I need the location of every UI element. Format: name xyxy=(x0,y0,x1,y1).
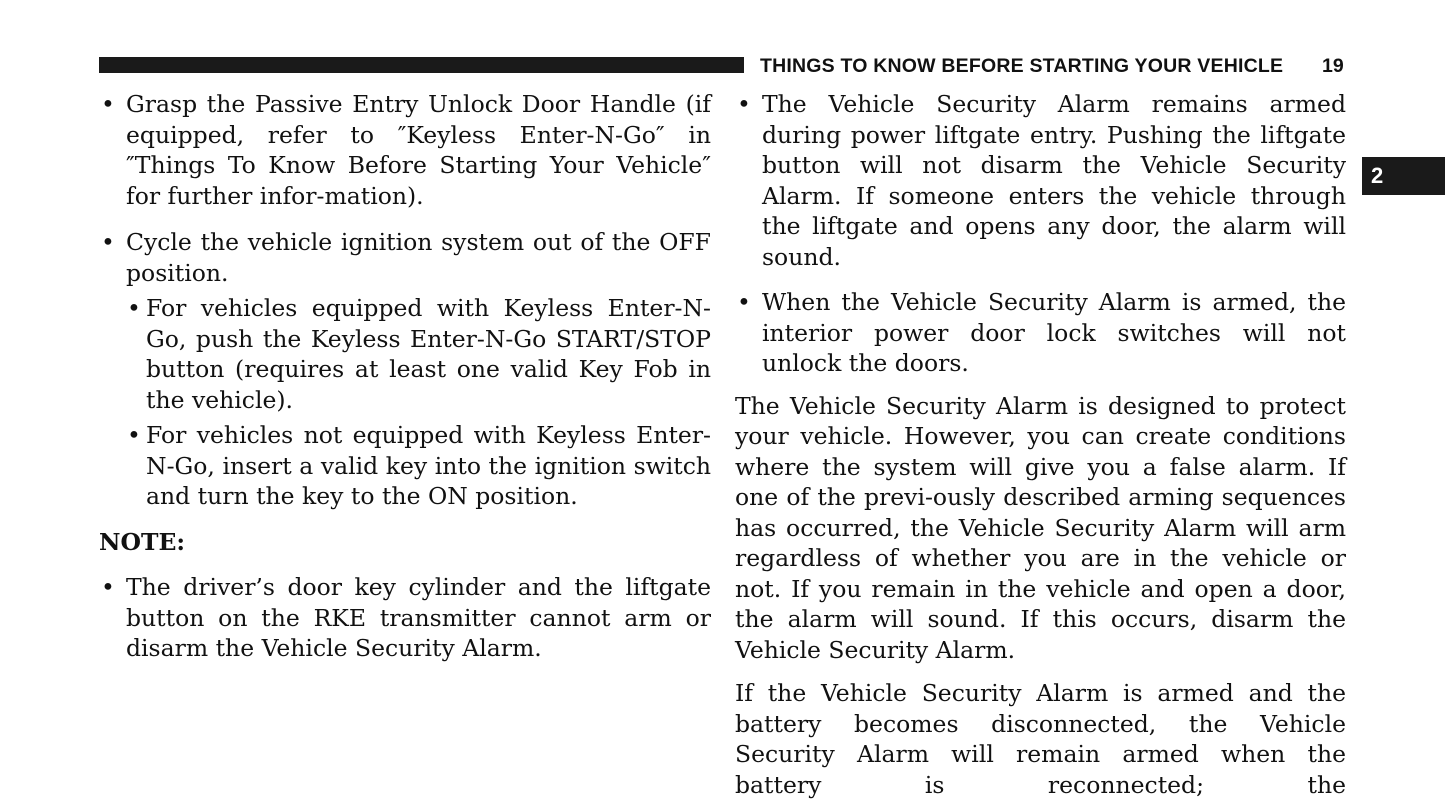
bullet-passive-entry xyxy=(99,89,711,211)
bullet-text: For vehicles equipped with Keyless Enter-N-Go, push the Keyless Enter-N-Go START/STOP button (requires at least one valid Key Fob in the vehicle). xyxy=(146,294,711,414)
bullet-note xyxy=(99,572,711,664)
bullet-text: When the Vehicle Security Alarm is armed, the interior power door lock switches will not unlock the doors. xyxy=(762,288,1346,377)
page-number: 19 xyxy=(1322,55,1344,77)
sub-bullet-keyless xyxy=(126,293,711,415)
bullet-icon: • xyxy=(101,228,115,256)
bullet-icon: • xyxy=(737,288,751,316)
bullet-cycle-ignition xyxy=(99,227,711,288)
bullet-icon: • xyxy=(101,573,115,601)
note-label: NOTE: xyxy=(99,527,186,556)
bullet-liftgate xyxy=(735,89,1346,272)
bullet-icon: • xyxy=(127,421,141,449)
bullet-icon: • xyxy=(127,294,141,322)
bullet-icon: • xyxy=(737,90,751,118)
running-head: THINGS TO KNOW BEFORE STARTING YOUR VEHICLE xyxy=(760,55,1284,77)
bullet-door-lock xyxy=(735,287,1346,379)
paragraph-battery: If the Vehicle Security Alarm is armed and the battery becomes disconnected, the Vehicle Security Alarm will remain armed when the battery is reconnected; the xyxy=(735,679,1346,799)
bullet-text: The Vehicle Security Alarm remains armed during power liftgate entry. Pushing the liftgate button will not disarm the Vehicle Security Alarm. If someone enters the vehicle through the liftgate and opens any door, the alarm will sound. xyxy=(762,90,1346,271)
chapter-tab: 2 xyxy=(1362,157,1445,195)
bullet-text: Grasp the Passive Entry Unlock Door Handle (if equipped, refer to ″Keyless Enter-N-Go″ in ″Things To Know Before Starting Your Vehicle″ for further infor-mation). xyxy=(126,90,711,210)
bullet-text: For vehicles not equipped with Keyless Enter-N-Go, insert a valid key into the ignition switch and turn the key to the ON position. xyxy=(146,421,711,510)
bullet-text: Cycle the vehicle ignition system out of the OFF position. xyxy=(126,228,711,287)
bullet-icon: • xyxy=(101,90,115,118)
paragraph-false-alarm: The Vehicle Security Alarm is designed to protect your vehicle. However, you can create conditions where the system will give you a false alarm. If one of the previ-ously described arming sequences has occurred, the Vehicle Security Alarm will arm regardless of whether you are in the vehicle or not. If you remain in the vehicle and open a door, the alarm will sound. If this occurs, disarm the Vehicle Security Alarm. xyxy=(735,391,1346,664)
left-column xyxy=(99,89,711,664)
right-column xyxy=(735,89,1346,800)
header-rule xyxy=(99,57,744,73)
bullet-text: The driver’s door key cylinder and the liftgate button on the RKE transmitter cannot arm or disarm the Vehicle Security Alarm. xyxy=(126,573,711,662)
sub-bullet-key xyxy=(126,420,711,512)
